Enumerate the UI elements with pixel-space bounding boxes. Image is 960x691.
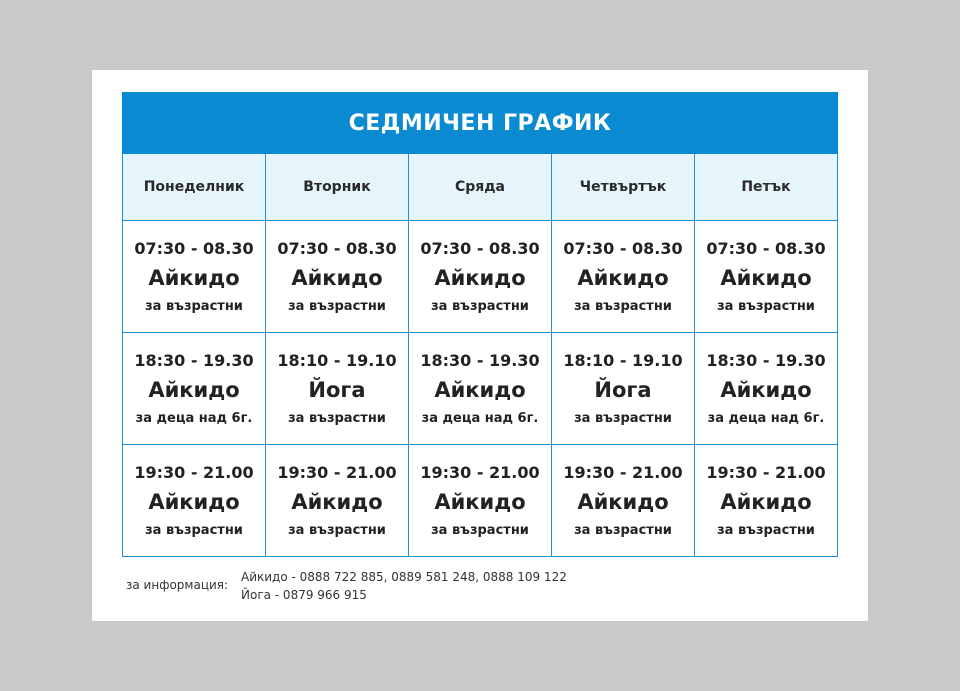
session-group: за възрастни <box>288 411 386 426</box>
session-class: Айкидо <box>148 490 240 514</box>
schedule-cell <box>409 333 552 445</box>
session-group: за възрастни <box>431 523 529 538</box>
session-group: за възрастни <box>574 523 672 538</box>
session-group: за възрастни <box>574 299 672 314</box>
schedule-cell <box>266 445 409 557</box>
session-time: 19:30 - 21.00 <box>420 463 540 482</box>
schedule-cell <box>552 445 695 557</box>
session-class: Айкидо <box>148 266 240 290</box>
schedule-cell <box>266 333 409 445</box>
session-class: Йога <box>308 378 366 402</box>
session-time: 07:30 - 08.30 <box>420 239 540 258</box>
schedule-row-evening-early <box>123 333 838 445</box>
schedule-cell <box>266 221 409 333</box>
session-time: 19:30 - 21.00 <box>134 463 254 482</box>
session-group: за възрастни <box>288 299 386 314</box>
session-time: 18:10 - 19.10 <box>563 351 683 370</box>
day-header-wednesday: Сряда <box>409 154 552 221</box>
contact-aikido: Айкидо - 0888 722 885, 0889 581 248, 0888 109 122 <box>241 570 567 584</box>
day-header-monday: Понеделник <box>123 154 266 221</box>
session-class: Айкидо <box>434 378 526 402</box>
session-class: Айкидо <box>577 490 669 514</box>
schedule-row-morning <box>123 221 838 333</box>
session-group: за деца над 6г. <box>707 411 825 426</box>
session-class: Айкидо <box>434 266 526 290</box>
session-time: 07:30 - 08.30 <box>706 239 826 258</box>
contact-yoga: Йога - 0879 966 915 <box>241 588 367 602</box>
schedule-cell <box>409 221 552 333</box>
session-class: Айкидо <box>148 378 240 402</box>
session-class: Айкидо <box>291 490 383 514</box>
schedule-cell <box>695 333 838 445</box>
session-time: 19:30 - 21.00 <box>277 463 397 482</box>
session-group: за възрастни <box>431 299 529 314</box>
session-time: 07:30 - 08.30 <box>134 239 254 258</box>
session-group: за възрастни <box>717 523 815 538</box>
schedule-row-evening-late <box>123 445 838 557</box>
session-group: за възрастни <box>717 299 815 314</box>
session-group: за възрастни <box>145 299 243 314</box>
schedule-cell <box>695 445 838 557</box>
session-group: за възрастни <box>574 411 672 426</box>
session-time: 18:30 - 19.30 <box>420 351 540 370</box>
session-time: 07:30 - 08.30 <box>563 239 683 258</box>
session-class: Айкидо <box>720 266 812 290</box>
schedule-title: СЕДМИЧЕН ГРАФИК <box>123 93 838 154</box>
schedule-cell <box>695 221 838 333</box>
session-time: 19:30 - 21.00 <box>563 463 683 482</box>
schedule-cell <box>123 221 266 333</box>
session-group: за деца над 6г. <box>135 411 253 426</box>
session-class: Айкидо <box>434 490 526 514</box>
session-class: Айкидо <box>720 378 812 402</box>
session-time: 18:30 - 19.30 <box>134 351 254 370</box>
contact-info-lines <box>241 568 661 604</box>
session-time: 18:10 - 19.10 <box>277 351 397 370</box>
schedule-cell <box>123 333 266 445</box>
schedule-cell <box>552 221 695 333</box>
schedule-cell <box>552 333 695 445</box>
session-class: Айкидо <box>720 490 812 514</box>
day-header-thursday: Четвъртък <box>552 154 695 221</box>
session-time: 19:30 - 21.00 <box>706 463 826 482</box>
contact-info-label: за информация: <box>126 578 229 592</box>
session-group: за възрастни <box>145 523 243 538</box>
schedule-table <box>122 92 838 557</box>
session-time: 07:30 - 08.30 <box>277 239 397 258</box>
session-time: 18:30 - 19.30 <box>706 351 826 370</box>
day-header-tuesday: Вторник <box>266 154 409 221</box>
session-group: за деца над 6г. <box>421 411 539 426</box>
day-header-friday: Петък <box>695 154 838 221</box>
session-class: Айкидо <box>577 266 669 290</box>
session-group: за възрастни <box>288 523 386 538</box>
schedule-cell <box>123 445 266 557</box>
schedule-card <box>92 70 868 621</box>
session-class: Йога <box>594 378 652 402</box>
schedule-cell <box>409 445 552 557</box>
session-class: Айкидо <box>291 266 383 290</box>
